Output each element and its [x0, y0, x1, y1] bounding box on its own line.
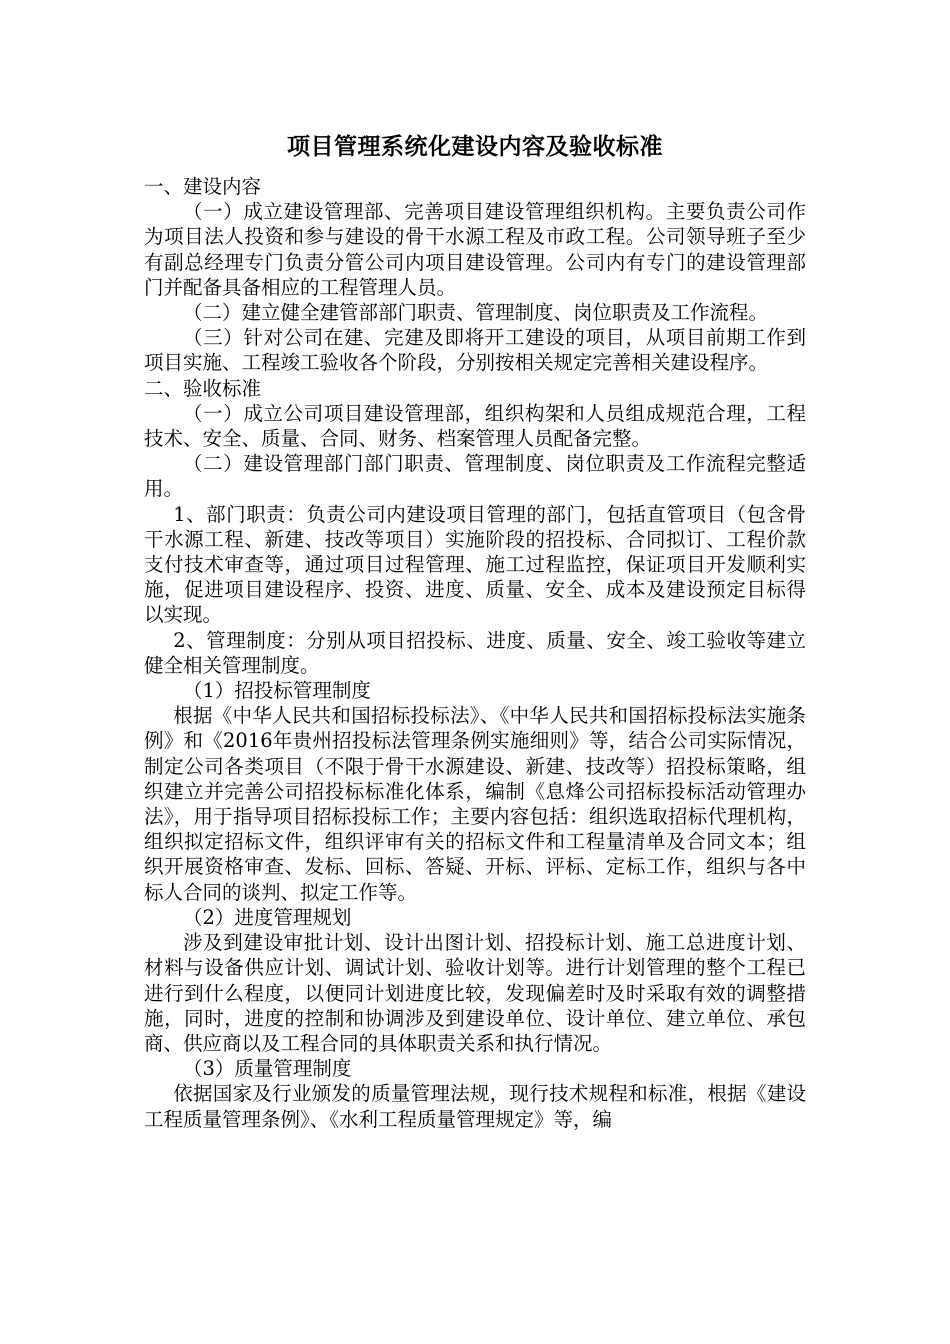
paragraph-standard-department: （一）成立公司项目建设管理部，组织构架和人员组成规范合理，工程技术、安全、质量、合同、财务、档案管理人员配备完整。: [144, 401, 806, 451]
paragraph-establish-department: （一）成立建设管理部、完善项目建设管理组织机构。主要负责公司作为项目法人投资和参与建设的骨干水源工程及市政工程。公司领导班子至少有副总经理专门负责分管公司内项目建设管理。公司内有专门的建设管理部门并配备具备相应的工程管理人员。: [144, 200, 806, 299]
document-body: [144, 174, 806, 1132]
paragraph-quality-management: 依据国家及行业颁发的质量管理法规，现行技术规程和标准，根据《建设工程质量管理条例》、《水利工程质量管理规定》等，编: [144, 1082, 806, 1131]
paragraph-department-duties: 1、部门职责：负责公司内建设项目管理的部门，包括直管项目（包含骨干水源工程、新建、技改等项目）实施阶段的招投标、合同拟订、工程价款支付技术审查等，通过项目过程管理、施工过程监控，保证项目开发顺利实施，促进项目建设程序、投资、进度、质量、安全、成本及建设预定目标得以实现。: [144, 502, 806, 627]
paragraph-standard-responsibilities: （二）建设管理部门部门职责、管理制度、岗位职责及工作流程完整适用。: [144, 452, 806, 501]
section-heading-construction-content: 一、建设内容: [144, 175, 262, 198]
subheading-quality-management: （3）质量管理制度: [183, 1057, 352, 1081]
subheading-schedule-management: （2）进度管理规划: [183, 905, 352, 929]
paragraph-construction-procedures: （三）针对公司在建、完建及即将开工建设的项目，从项目前期工作到项目实施、工程竣工验收各个阶段，分别按相关规定完善相关建设程序。: [144, 326, 806, 375]
paragraph-establish-responsibilities: （二）建立健全建管部部门职责、管理制度、岗位职责及工作流程。: [183, 301, 769, 325]
paragraph-bidding-management: 根据《中华人民共和国招标投标法》、《中华人民共和国招标投标法实施条例》和《2016年贵州招投标法管理条例实施细则》等，结合公司实际情况，制定公司各类项目（不限于骨干水源建设、新建、技改等）招投标策略，组织建立并完善公司招投标标准化体系，编制《息烽公司招标投标活动管理办法》，用于指导项目招标投标工作；主要内容包括：组织选取招标代理机构，组织拟定招标文件，组织评审有关的招标文件和工程量清单及合同文本；组织开展资格审查、发标、回标、答疑、开标、评标、定标工作，组织与各中标人合同的谈判、拟定工作等。: [144, 704, 806, 904]
paragraph-management-system: 2、管理制度：分别从项目招投标、进度、质量、安全、竣工验收等建立健全相关管理制度。: [144, 628, 806, 677]
paragraph-schedule-management: 涉及到建设审批计划、设计出图计划、招投标计划、施工总进度计划、材料与设备供应计划、调试计划、验收计划等。进行计划管理的整个工程已进行到什么程度，以便同计划进度比较，发现偏差时及时采取有效的调整措施，同时，进度的控制和协调涉及到建设单位、设计单位、建立单位、承包商、供应商以及工程合同的具体职责关系和执行情况。: [144, 931, 806, 1055]
section-heading-acceptance-standards: 二、验收标准: [144, 376, 262, 400]
document-title: 项目管理系统化建设内容及验收标准: [287, 134, 663, 160]
subheading-bidding-management: （1）招投标管理制度: [183, 679, 371, 703]
